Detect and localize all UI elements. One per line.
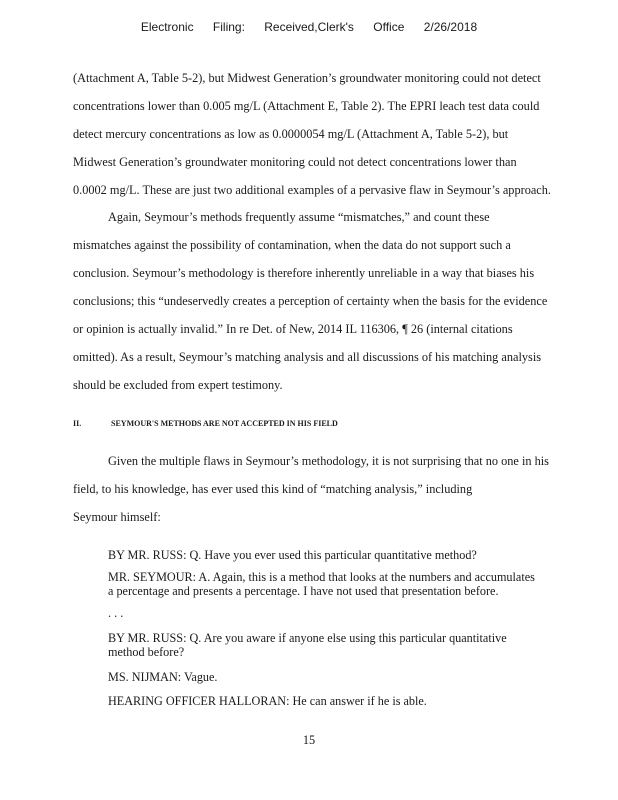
section-title: SEYMOUR'S METHODS ARE NOT ACCEPTED IN HIS FIELD: [111, 419, 338, 428]
body-line: Given the multiple flaws in Seymour’s methodology, it is not surprising that no one in his: [108, 454, 549, 468]
quote-line: MS. NIJMAN: Vague.: [108, 670, 218, 684]
section-heading: [73, 419, 338, 428]
header-filing: Filing:: [212, 20, 245, 34]
body-line: Seymour himself:: [73, 510, 161, 524]
header-office: Office: [373, 20, 405, 34]
body-line: or opinion is actually invalid.” In re Det. of New, 2014 IL 116306, ¶ 26 (internal citations: [73, 322, 513, 336]
body-line: Midwest Generation’s groundwater monitoring could not detect concentrations lower than: [73, 155, 517, 169]
page-number: 15: [302, 733, 316, 747]
quote-line: BY MR. RUSS: Q. Have you ever used this particular quantitative method?: [108, 548, 477, 562]
quote-line: HEARING OFFICER HALLORAN: He can answer if he is able.: [108, 694, 427, 708]
quote-line: MR. SEYMOUR: A. Again, this is a method that looks at the numbers and accumulates: [108, 570, 535, 584]
body-line: detect mercury concentrations as low as 0.0000054 mg/L (Attachment A, Table 5-2), but: [73, 127, 509, 141]
body-line: conclusion. Seymour’s methodology is therefore inherently unreliable in a way that biases his: [73, 266, 535, 280]
quote-line: a percentage and presents a percentage. I have not used that presentation before.: [108, 584, 499, 598]
body-line: (Attachment A, Table 5-2), but Midwest Generation’s groundwater monitoring could not detect: [73, 71, 541, 85]
quote-line: method before?: [108, 645, 185, 659]
filing-header: [0, 20, 618, 34]
body-line: field, to his knowledge, has ever used this kind of “matching analysis,” including: [73, 482, 473, 496]
body-line: 0.0002 mg/L. These are just two additional examples of a pervasive flaw in Seymour’s approach.: [73, 183, 551, 197]
body-line: concentrations lower than 0.005 mg/L (Attachment E, Table 2). The EPRI leach test data could: [73, 99, 540, 113]
quote-line: BY MR. RUSS: Q. Are you aware if anyone else using this particular quantitative: [108, 631, 507, 645]
header-electronic: Electronic: [140, 20, 194, 34]
body-line: omitted). As a result, Seymour’s matching analysis and all discussions of his matching analysis: [73, 350, 542, 364]
body-line: should be excluded from expert testimony.: [73, 378, 283, 392]
body-line: Again, Seymour’s methods frequently assume “mismatches,” and count these: [108, 210, 490, 224]
body-line: mismatches against the possibility of contamination, when the data do not support such a: [73, 238, 511, 252]
header-date: 2/26/2018: [423, 20, 478, 34]
header-received: Received,Clerk's: [264, 20, 354, 34]
section-number: II.: [73, 419, 82, 428]
quote-line: . . .: [108, 606, 124, 620]
body-line: conclusions; this “undeservedly creates a perception of certainty when the basis for the evidence: [73, 294, 548, 308]
